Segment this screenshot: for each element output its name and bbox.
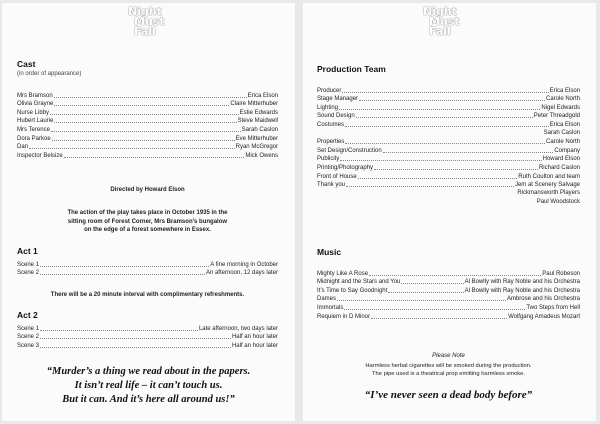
setting-description (17, 209, 278, 235)
dot-leader (346, 186, 514, 187)
note-heading: Please Note (432, 353, 465, 359)
dot-leader (356, 117, 533, 118)
crew-name: Carole North (545, 96, 580, 103)
actor-name: Ryan McGregor (235, 144, 278, 151)
crew-name: Erica Elson (549, 87, 580, 94)
quote-line: “Murder’s a thing we read about in the papers. (46, 366, 251, 377)
scene-time: Half an hour later (231, 334, 278, 341)
track-title: Midnight and the Stars and You (317, 279, 401, 286)
crew-row (317, 103, 580, 112)
track-title: Dames (317, 296, 337, 303)
quote-line: But it can. And it’s here all around us!” (62, 394, 235, 405)
cast-row (17, 100, 278, 109)
cast-subheading: (in order of appearance) (17, 71, 82, 77)
track-title: It’s Time to Say Goodnight (317, 287, 388, 294)
scene-label: Scene 2 (17, 334, 40, 341)
dot-leader (401, 283, 463, 284)
actor-name: Steve Maidwell (237, 118, 278, 125)
crew-role: Producer (317, 87, 342, 94)
crew-name-continued: Paul Woodstock (536, 198, 580, 205)
actor-name: Mick Owens (245, 152, 278, 159)
actor-name: Eve Mitterhuber (235, 135, 278, 142)
dot-leader (371, 318, 507, 319)
track-artist: Two Steps from Hell (526, 304, 580, 311)
dot-leader (51, 131, 241, 132)
production-team-heading: Production Team (317, 64, 386, 74)
role-name: Dora Parkoe (17, 135, 51, 142)
music-row (317, 303, 580, 312)
dot-leader (40, 338, 231, 339)
act1-scene-list (17, 260, 278, 277)
night-must-fall-logo (423, 7, 485, 37)
cast-list (17, 91, 278, 160)
dot-leader (54, 105, 229, 106)
crew-name: Erica Elson (549, 121, 580, 128)
crew-role: Printing/Photography (317, 164, 374, 171)
scene-label: Scene 1 (17, 261, 40, 268)
track-artist: Paul Robeson (542, 270, 580, 277)
dot-leader (52, 140, 235, 141)
actor-name: Sarah Caslon (241, 126, 278, 133)
dot-leader (54, 122, 236, 123)
track-artist: Al Bowlly with Ray Noble and his Orchestra (464, 287, 580, 294)
logo-line: Fall (134, 25, 156, 38)
role-name: Olivia Grayne (17, 101, 54, 108)
dot-leader (339, 109, 540, 110)
programme-left-page (2, 3, 295, 421)
smoking-note (309, 362, 588, 378)
dot-leader (40, 266, 209, 267)
music-row (317, 269, 580, 278)
setting-line: sitting room of Forest Corner, Mrs Bramson’s bungalow (67, 218, 228, 225)
logo-line: Night (128, 5, 162, 18)
track-artist: Ambrose and his Orchestra (506, 296, 580, 303)
crew-row (317, 86, 580, 95)
scene-label: Scene 3 (17, 342, 40, 349)
scene-time: Half an hour later (231, 342, 278, 349)
dot-leader (369, 275, 541, 276)
crew-row (317, 112, 580, 121)
role-name: Inspector Belsize (17, 152, 63, 159)
crew-row (317, 138, 580, 147)
note-line: Harmless herbal cigarettes will be smoked during the production. (365, 363, 532, 369)
setting-line: The action of the play takes place in October 1935 in the (67, 210, 228, 216)
scene-time: An afternoon, 12 days later (205, 270, 278, 277)
dot-leader (340, 160, 541, 161)
act2-scene-list (17, 324, 278, 350)
production-team-list (317, 86, 580, 206)
crew-name: Richard Caslon (538, 164, 580, 171)
scene-row (17, 324, 278, 333)
dot-leader (358, 178, 518, 179)
crew-name-continued: Rickmansworth Players (517, 190, 580, 197)
music-row (317, 312, 580, 321)
crew-name: Peter Threadgold (533, 113, 580, 120)
cast-row (17, 125, 278, 134)
music-row (317, 286, 580, 295)
role-name: Nurse Libby (17, 109, 50, 116)
interval-notice: There will be a 20 minute interval with complimentary refreshments. (50, 292, 245, 298)
actor-name: Estie Edwards (239, 109, 278, 116)
cast-row (17, 143, 278, 152)
scene-row (17, 341, 278, 350)
crew-role: Stage Manager (317, 96, 359, 103)
dot-leader (29, 148, 235, 149)
music-list (317, 269, 580, 321)
dot-leader (342, 92, 548, 93)
crew-row (317, 146, 580, 155)
act2-heading: Act 2 (17, 310, 38, 320)
music-row (317, 295, 580, 304)
logo-line: Fall (429, 25, 451, 38)
logo-line: Night (423, 5, 457, 18)
dot-leader (337, 300, 506, 301)
scene-row (17, 260, 278, 269)
role-name: Hubert Laurie (17, 118, 54, 125)
dot-leader (374, 169, 538, 170)
dot-leader (359, 100, 545, 101)
crew-role: Thank you (317, 182, 346, 189)
track-artist: Al Bowlly with Ray Noble and his Orchestra (464, 279, 580, 286)
crew-row (317, 172, 580, 181)
cast-row (17, 91, 278, 100)
crew-name: Company (554, 147, 580, 154)
dot-leader (345, 126, 549, 127)
dot-leader (40, 347, 231, 348)
crew-row (317, 120, 580, 129)
play-quote (7, 365, 290, 407)
crew-row (317, 155, 580, 164)
track-title: Mighty Like A Rose (317, 270, 369, 277)
scene-time: A fine morning in October (210, 261, 278, 268)
track-title: Requiem in D Minor (317, 313, 371, 320)
cast-row (17, 134, 278, 143)
scene-label: Scene 1 (17, 325, 40, 332)
logo-line: Must (134, 15, 165, 28)
dot-leader (383, 152, 554, 153)
scene-label: Scene 2 (17, 270, 40, 277)
scene-row (17, 333, 278, 342)
quote-line: It isn’t real life – it can’t touch us. (74, 380, 223, 391)
scene-row (17, 269, 278, 278)
role-name: Mrs Terence (17, 126, 50, 133)
role-name: Dan (17, 144, 29, 151)
crew-role: Costumes (317, 121, 345, 128)
dot-leader (64, 157, 245, 158)
crew-role: Set Design/Construction (317, 147, 382, 154)
cast-heading: Cast (17, 59, 36, 69)
crew-name-continued: Sarah Caslon (543, 129, 580, 136)
dot-leader (344, 309, 525, 310)
night-must-fall-logo (128, 7, 190, 37)
crew-name: Ruth Coulton and team (518, 173, 580, 180)
crew-role: Publicity (317, 156, 340, 163)
cast-row (17, 151, 278, 160)
crew-role: Lighting (317, 104, 339, 111)
crew-row (317, 163, 580, 172)
act1-heading: Act 1 (17, 246, 38, 256)
music-heading: Music (317, 247, 342, 257)
crew-role: Properties (317, 139, 345, 146)
dot-leader (54, 97, 247, 98)
track-artist: Wolfgang Amadeus Mozart (508, 313, 580, 320)
crew-name: Howard Elson (542, 156, 580, 163)
crew-name: Carole North (545, 139, 580, 146)
actor-name: Claire Mitterhuber (230, 101, 278, 108)
role-name: Mrs Bramson (17, 92, 53, 99)
director-credit: Directed by Howard Elson (110, 187, 185, 193)
cast-row (17, 117, 278, 126)
music-row (317, 278, 580, 287)
cast-row (17, 108, 278, 117)
crew-role: Sound Design (317, 113, 355, 120)
dot-leader (40, 274, 205, 275)
track-title: Immortals (317, 304, 344, 311)
crew-role: Front of House (317, 173, 357, 180)
play-quote: “I’ve never seen a dead body before” (364, 389, 533, 401)
dot-leader (345, 143, 545, 144)
crew-name: Jem at Scenery Salvage (514, 182, 580, 189)
crew-name: Nigel Edwards (541, 104, 580, 111)
setting-line: on the edge of a forest somewhere in Essex. (84, 227, 211, 233)
logo-line: Must (429, 15, 460, 28)
crew-row (317, 181, 580, 190)
actor-name: Erica Elson (247, 92, 278, 99)
programme-right-page (303, 3, 596, 421)
dot-leader (388, 292, 463, 293)
crew-row (317, 95, 580, 104)
note-line: The pipe used is a theatrical prop emitting harmless smoke. (371, 371, 526, 377)
dot-leader (40, 330, 198, 331)
dot-leader (50, 114, 239, 115)
scene-time: Late afternoon, two days later (198, 325, 278, 332)
